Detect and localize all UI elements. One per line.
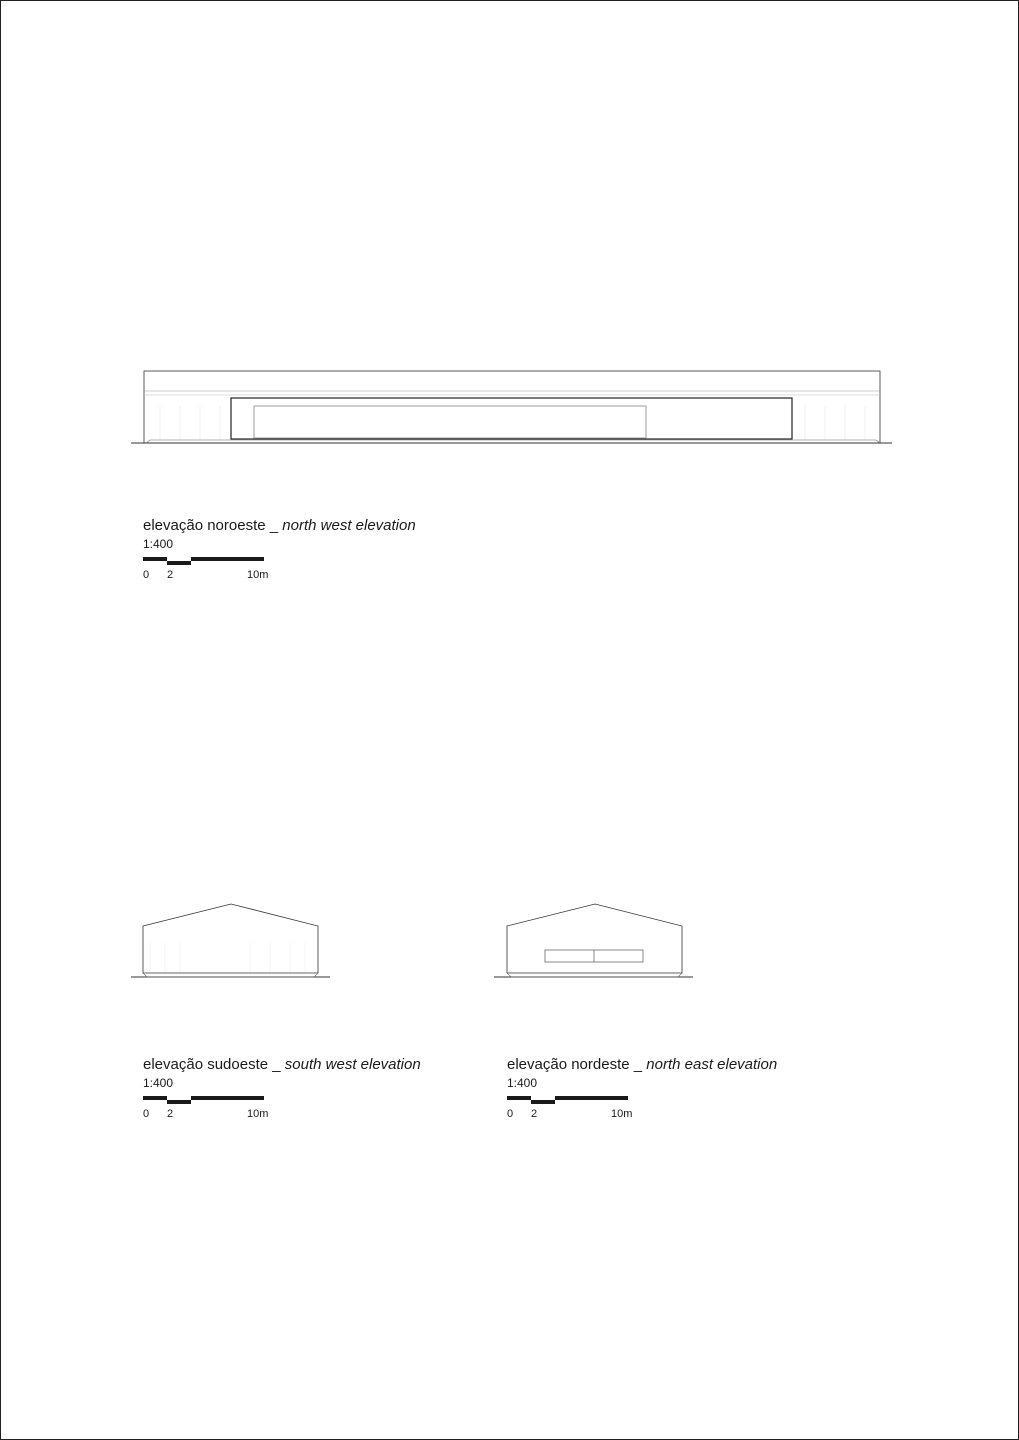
scale-bar-label: 0 <box>143 569 150 581</box>
title-en: north east elevation <box>646 1056 778 1073</box>
glazed-window <box>254 406 646 438</box>
scale-bar-label: 10m <box>247 1108 269 1120</box>
scale-bar-segment <box>555 1096 628 1100</box>
caption-south-west <box>143 1056 421 1124</box>
cladding-lines-left <box>160 405 220 440</box>
scale-bar-label: 2 <box>531 1108 538 1120</box>
north-east-elevation-drawing <box>494 904 693 977</box>
title-pt: elevação nordeste _ <box>507 1056 643 1073</box>
main-opening <box>231 398 792 439</box>
scale-bar-segment <box>191 1096 264 1100</box>
elevation-title <box>143 517 416 535</box>
south-west-elevation-drawing <box>131 904 330 977</box>
scale-bar <box>143 557 283 585</box>
base-plinth <box>507 973 682 977</box>
north-west-elevation-drawing <box>131 371 892 443</box>
scale-bar-segment <box>531 1100 555 1104</box>
elevation-title <box>143 1056 421 1074</box>
scale-bar-label: 2 <box>167 1108 174 1120</box>
scale-bar-label: 0 <box>507 1108 514 1120</box>
scale-bar <box>143 1096 283 1124</box>
elevation-title <box>507 1056 777 1074</box>
scale-bar-segment <box>507 1096 531 1100</box>
scale-bar-segment <box>167 1100 191 1104</box>
title-en: north west elevation <box>282 517 416 534</box>
gable-outline <box>143 904 318 973</box>
scale-ratio: 1:400 <box>507 1076 538 1090</box>
scale-ratio: 1:400 <box>143 537 174 551</box>
scale-ratio: 1:400 <box>143 1076 174 1090</box>
title-en: south west elevation <box>284 1056 421 1073</box>
cladding-lines <box>150 942 305 972</box>
scale-bar-label: 10m <box>247 569 269 581</box>
gable-outline <box>507 904 682 973</box>
base-plinth <box>143 973 318 977</box>
scale-bar <box>507 1096 647 1124</box>
cladding-lines-right <box>805 405 865 440</box>
scale-bar-label: 2 <box>167 569 174 581</box>
scale-bar-segment <box>143 557 167 561</box>
scale-bar-segment <box>167 561 191 565</box>
title-pt: elevação sudoeste _ <box>143 1056 281 1073</box>
scale-bar-label: 0 <box>143 1108 150 1120</box>
scale-bar-segment <box>143 1096 167 1100</box>
title-pt: elevação noroeste _ <box>143 517 279 534</box>
caption-north-east <box>507 1056 777 1124</box>
caption-north-west <box>143 517 416 585</box>
scale-bar-label: 10m <box>611 1108 633 1120</box>
scale-bar-segment <box>191 557 264 561</box>
